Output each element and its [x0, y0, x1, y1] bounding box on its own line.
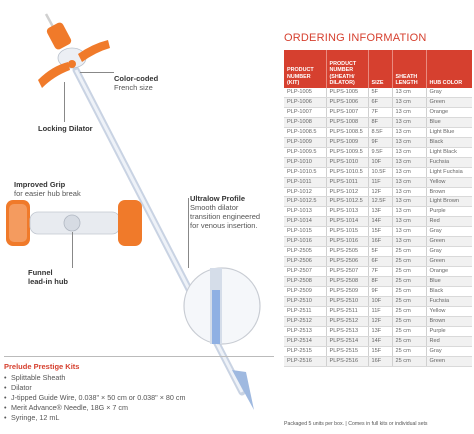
cell-sheath: PLPS-1011 — [326, 177, 368, 187]
cell-length: 13 cm — [392, 117, 426, 127]
cell-sheath: PLPS-1005 — [326, 88, 368, 97]
cell-kit: PLP-1006 — [284, 97, 326, 107]
header-length: SHEATH LENGTH — [392, 50, 426, 88]
cell-length: 13 cm — [392, 167, 426, 177]
callout-funnel-title: Funnel — [28, 268, 53, 277]
kits-title: Prelude Prestige Kits — [4, 362, 80, 371]
cell-length: 13 cm — [392, 207, 426, 217]
cell-hub-color: Light Fuchsia — [426, 167, 472, 177]
cell-size: 8F — [368, 277, 392, 287]
cell-sheath: PLPS-2509 — [326, 287, 368, 297]
table-row — [284, 177, 472, 187]
cell-hub-color: Yellow — [426, 306, 472, 316]
cell-sheath: PLPS-1016 — [326, 237, 368, 247]
dilator-cap — [45, 21, 72, 51]
table-row — [284, 257, 472, 267]
cell-sheath: PLPS-2510 — [326, 297, 368, 307]
cell-kit: PLP-2509 — [284, 287, 326, 297]
cell-hub-color: Green — [426, 97, 472, 107]
cell-hub-color: Green — [426, 356, 472, 366]
callout-ultralow-profile — [190, 194, 260, 230]
cell-kit: PLP-2515 — [284, 346, 326, 356]
cell-length: 25 cm — [392, 316, 426, 326]
cell-sheath: PLPS-2507 — [326, 267, 368, 277]
cell-length: 13 cm — [392, 107, 426, 117]
cell-length: 25 cm — [392, 336, 426, 346]
cell-sheath: PLPS-2512 — [326, 316, 368, 326]
cell-hub-color: Purple — [426, 207, 472, 217]
table-row — [284, 167, 472, 177]
hub-wing-right — [78, 40, 110, 62]
cell-size: 13F — [368, 326, 392, 336]
cell-length: 13 cm — [392, 137, 426, 147]
cell-kit: PLP-1008.5 — [284, 127, 326, 137]
cell-size: 7F — [368, 107, 392, 117]
cell-hub-color: Yellow — [426, 177, 472, 187]
cell-length: 13 cm — [392, 97, 426, 107]
cell-kit: PLP-1010.5 — [284, 167, 326, 177]
cell-hub-color: Gray — [426, 88, 472, 97]
cell-kit: PLP-1015 — [284, 227, 326, 237]
cell-sheath: PLPS-1012.5 — [326, 197, 368, 207]
header-color: HUB COLOR — [426, 50, 472, 88]
cell-size: 12F — [368, 187, 392, 197]
callout-locking-dilator — [38, 124, 93, 133]
grip-hub-detail — [6, 200, 142, 246]
cell-kit: PLP-1014 — [284, 217, 326, 227]
table-row — [284, 247, 472, 257]
hub-center — [68, 60, 76, 68]
cell-sheath: PLPS-2505 — [326, 247, 368, 257]
cell-kit: PLP-2511 — [284, 306, 326, 316]
cell-length: 25 cm — [392, 297, 426, 307]
cell-sheath: PLPS-2514 — [326, 336, 368, 346]
callout-improved-grip — [14, 180, 81, 198]
table-row — [284, 267, 472, 277]
cell-size: 8.5F — [368, 127, 392, 137]
header-size: SIZE — [368, 50, 392, 88]
cell-size: 16F — [368, 356, 392, 366]
cell-kit: PLP-1012.5 — [284, 197, 326, 207]
cell-sheath: PLPS-2508 — [326, 277, 368, 287]
ordering-title: ORDERING INFORMATION — [284, 32, 427, 44]
cell-length: 13 cm — [392, 217, 426, 227]
cell-hub-color: Black — [426, 287, 472, 297]
cell-size: 10.5F — [368, 167, 392, 177]
cell-size: 15F — [368, 227, 392, 237]
cell-sheath: PLPS-1008 — [326, 117, 368, 127]
cell-size: 5F — [368, 88, 392, 97]
table-row — [284, 137, 472, 147]
table-row — [284, 237, 472, 247]
cell-sheath: PLPS-1008.5 — [326, 127, 368, 137]
cell-sheath: PLPS-1012 — [326, 187, 368, 197]
ordering-table — [284, 50, 472, 367]
callout-ultralow-title: Ultralow Profile — [190, 194, 246, 203]
leader-ultralow — [188, 198, 189, 268]
cell-kit: PLP-1007 — [284, 107, 326, 117]
leader-funnel — [72, 232, 73, 268]
cell-length: 13 cm — [392, 88, 426, 97]
table-row — [284, 207, 472, 217]
cell-length: 13 cm — [392, 197, 426, 207]
table-row — [284, 287, 472, 297]
cell-kit: PLP-2516 — [284, 356, 326, 366]
cell-sheath: PLPS-2513 — [326, 326, 368, 336]
kits-divider — [4, 356, 274, 357]
cell-size: 7F — [368, 267, 392, 277]
cell-hub-color: Red — [426, 217, 472, 227]
cell-kit: PLP-2513 — [284, 326, 326, 336]
cell-kit: PLP-1010 — [284, 157, 326, 167]
header-kit: PRODUCT NUMBER (KIT) — [284, 50, 326, 88]
cell-length: 25 cm — [392, 287, 426, 297]
table-row — [284, 356, 472, 366]
cell-kit: PLP-1013 — [284, 207, 326, 217]
cell-size: 11F — [368, 306, 392, 316]
cell-kit: PLP-1008 — [284, 117, 326, 127]
cell-sheath: PLPS-1014 — [326, 217, 368, 227]
table-row — [284, 346, 472, 356]
cell-kit: PLP-1009.5 — [284, 147, 326, 157]
cell-sheath: PLPS-2506 — [326, 257, 368, 267]
hub-wing-left — [38, 62, 70, 88]
kits-item: • Splittable Sheath — [4, 373, 274, 383]
cell-kit: PLP-1011 — [284, 177, 326, 187]
callout-ultralow-line-1: Smooth dilator — [190, 203, 239, 212]
kits-section — [4, 362, 274, 423]
cell-length: 25 cm — [392, 277, 426, 287]
ordering-footnote: Packaged 5 units per box. | Comes in full kits or individual sets — [284, 421, 428, 427]
cell-sheath: PLPS-2511 — [326, 306, 368, 316]
cell-sheath: PLPS-1009 — [326, 137, 368, 147]
cell-hub-color: Gray — [426, 346, 472, 356]
cell-size: 16F — [368, 237, 392, 247]
callout-color-coded-title: Color-coded — [114, 74, 159, 83]
cell-length: 13 cm — [392, 147, 426, 157]
cell-hub-color: Fuchsia — [426, 157, 472, 167]
table-row — [284, 227, 472, 237]
cell-size: 9F — [368, 137, 392, 147]
table-row — [284, 117, 472, 127]
cell-hub-color: Green — [426, 257, 472, 267]
cell-sheath: PLPS-1013 — [326, 207, 368, 217]
table-row — [284, 127, 472, 137]
cell-hub-color: Gray — [426, 227, 472, 237]
cell-hub-color: Blue — [426, 277, 472, 287]
cell-length: 13 cm — [392, 127, 426, 137]
table-body — [284, 88, 472, 366]
table-row — [284, 157, 472, 167]
cell-size: 13F — [368, 207, 392, 217]
kits-list — [4, 373, 274, 423]
table-row — [284, 88, 472, 97]
cell-hub-color: Light Blue — [426, 127, 472, 137]
cell-size: 11F — [368, 177, 392, 187]
cell-length: 13 cm — [392, 237, 426, 247]
cell-sheath: PLPS-1006 — [326, 97, 368, 107]
cell-size: 14F — [368, 217, 392, 227]
kits-item: • Dilator — [4, 383, 274, 393]
cell-hub-color: Brown — [426, 187, 472, 197]
cell-size: 12.5F — [368, 197, 392, 207]
table-row — [284, 217, 472, 227]
leader-locking-dilator — [64, 82, 65, 122]
cell-kit: PLP-2506 — [284, 257, 326, 267]
cell-kit: PLP-1005 — [284, 88, 326, 97]
cell-hub-color: Fuchsia — [426, 297, 472, 307]
cell-hub-color: Blue — [426, 117, 472, 127]
cell-hub-color: Orange — [426, 107, 472, 117]
cell-kit: PLP-1009 — [284, 137, 326, 147]
cell-size: 6F — [368, 257, 392, 267]
kits-item: • J-tipped Guide Wire, 0.038" × 50 cm or 0.038" × 80 cm — [4, 393, 274, 403]
leader-color-coded — [80, 72, 114, 73]
table-row — [284, 147, 472, 157]
cell-length: 13 cm — [392, 157, 426, 167]
callout-color-coded — [114, 74, 158, 92]
cell-sheath: PLPS-1009.5 — [326, 147, 368, 157]
header-sheath: PRODUCT NUMBER (SHEATH/ DILATOR) — [326, 50, 368, 88]
callout-funnel-sub: lead-in hub — [28, 277, 68, 286]
cell-size: 15F — [368, 346, 392, 356]
cell-sheath: PLPS-1007 — [326, 107, 368, 117]
table-row — [284, 187, 472, 197]
cell-length: 25 cm — [392, 326, 426, 336]
cell-size: 12F — [368, 316, 392, 326]
cell-length: 13 cm — [392, 227, 426, 237]
cell-sheath: PLPS-1010 — [326, 157, 368, 167]
cell-kit: PLP-2507 — [284, 267, 326, 277]
cell-hub-color: Light Brown — [426, 197, 472, 207]
cell-hub-color: Red — [426, 336, 472, 346]
callout-ultralow-line-3: for venous insertion. — [190, 221, 258, 230]
cell-sheath: PLPS-1010.5 — [326, 167, 368, 177]
table-row — [284, 326, 472, 336]
table-row — [284, 197, 472, 207]
cell-size: 6F — [368, 97, 392, 107]
kits-item: • Merit Advance® Needle, 18G × 7 cm — [4, 403, 274, 413]
callout-ultralow-line-2: transition engineered — [190, 212, 261, 221]
cell-kit: PLP-2512 — [284, 316, 326, 326]
cell-kit: PLP-1016 — [284, 237, 326, 247]
cell-hub-color: Gray — [426, 247, 472, 257]
callout-funnel — [28, 268, 68, 286]
cell-size: 14F — [368, 336, 392, 346]
callout-improved-grip-sub: for easier hub break — [14, 189, 81, 198]
cell-hub-color: Orange — [426, 267, 472, 277]
cell-hub-color: Black — [426, 137, 472, 147]
cell-length: 25 cm — [392, 306, 426, 316]
cell-sheath: PLPS-2516 — [326, 356, 368, 366]
magnified-dilator — [212, 290, 220, 344]
cell-size: 10F — [368, 157, 392, 167]
cell-sheath: PLPS-1015 — [326, 227, 368, 237]
cell-size: 10F — [368, 297, 392, 307]
cell-hub-color: Purple — [426, 326, 472, 336]
callout-locking-dilator-title: Locking Dilator — [38, 124, 93, 133]
cell-kit: PLP-1012 — [284, 187, 326, 197]
cell-length: 25 cm — [392, 356, 426, 366]
cell-size: 5F — [368, 247, 392, 257]
cell-size: 8F — [368, 117, 392, 127]
cell-kit: PLP-2508 — [284, 277, 326, 287]
cell-length: 13 cm — [392, 177, 426, 187]
kits-item: • Syringe, 12 mL — [4, 413, 274, 423]
table-row — [284, 336, 472, 346]
cell-sheath: PLPS-2515 — [326, 346, 368, 356]
cell-length: 25 cm — [392, 346, 426, 356]
table-row — [284, 107, 472, 117]
cell-hub-color: Green — [426, 237, 472, 247]
table-header-row — [284, 50, 472, 88]
callout-color-coded-sub: French size — [114, 83, 153, 92]
callout-improved-grip-title: Improved Grip — [14, 180, 66, 189]
cell-kit: PLP-2514 — [284, 336, 326, 346]
cell-size: 9.5F — [368, 147, 392, 157]
cell-size: 9F — [368, 287, 392, 297]
cell-length: 25 cm — [392, 257, 426, 267]
table-row — [284, 97, 472, 107]
table-row — [284, 316, 472, 326]
table-row — [284, 277, 472, 287]
cell-hub-color: Light Black — [426, 147, 472, 157]
cell-length: 25 cm — [392, 247, 426, 257]
cell-hub-color: Brown — [426, 316, 472, 326]
cell-kit: PLP-2505 — [284, 247, 326, 257]
table-row — [284, 306, 472, 316]
table-row — [284, 297, 472, 307]
cell-length: 13 cm — [392, 187, 426, 197]
cell-length: 25 cm — [392, 267, 426, 277]
cell-kit: PLP-2510 — [284, 297, 326, 307]
